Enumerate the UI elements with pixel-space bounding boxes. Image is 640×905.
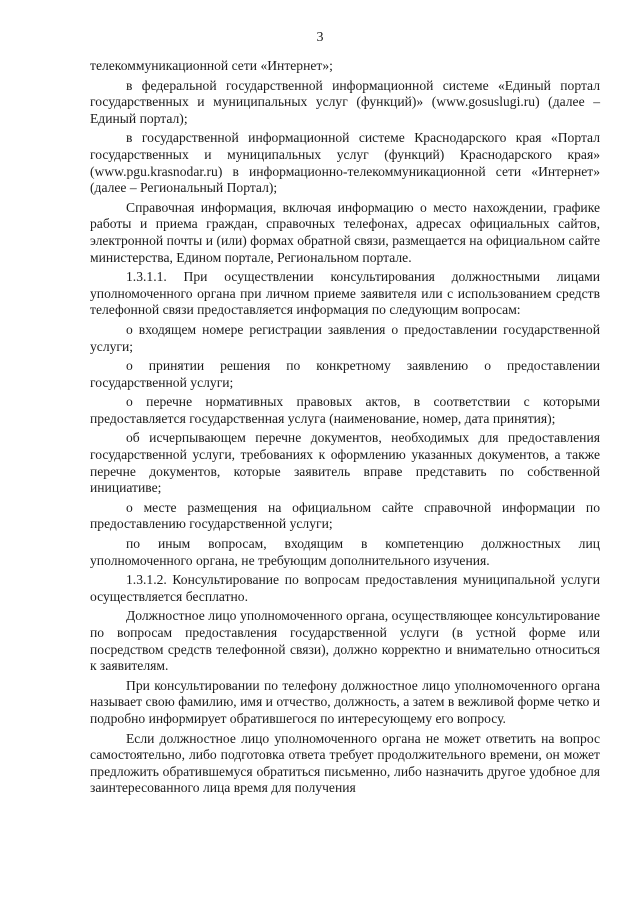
paragraph: При консультировании по телефону должностное лицо уполномоченного органа называет свою фамилию, имя и отчество, должность, а затем в вежливой форме четко и подробно информирует обратившегося по интересующему его вопросу. (90, 677, 600, 726)
paragraph: по иным вопросам, входящим в компетенцию должностных лиц уполномоченного органа, не требующим дополнительного изучения. (90, 536, 600, 568)
paragraph: 1.3.1.1. При осуществлении консультирования должностными лицами уполномоченного органа при личном приеме заявителя или с использованием средств телефонной связи предоставляется информация по следующим вопросам: (90, 269, 600, 318)
paragraph: Справочная информация, включая информацию о место нахождении, графике работы и приема граждан, справочных телефонах, адресах официальных сайтов, электронной почты и (или) формах обратной связи, размещается на официальном сайте министерства, Едином портале, Региональном портале. (90, 199, 600, 265)
paragraph: 1.3.1.2. Консультирование по вопросам предоставления муниципальной услуги осуществляется бесплатно. (90, 572, 600, 604)
paragraph: Должностное лицо уполномоченного органа, осуществляющее консультирование по вопросам предоставления государственной услуги (в устной форме или посредством средств телефонной связи), должно корректно и внимательно относиться к заявителям. (90, 608, 600, 674)
paragraph: о входящем номере регистрации заявления о предоставлении государственной услуги; (90, 321, 600, 354)
paragraph: в федеральной государственной информационной системе «Единый портал государственных и муниципальных услуг (функций)» (www.gosuslugi.ru) (далее – Единый портал); (90, 77, 600, 126)
paragraph: телекоммуникационной сети «Интернет»; (90, 58, 333, 73)
paragraph: в государственной информационной системе Краснодарского края «Портал государственных и муниципальных услуг (функций) Краснодарского края» (www.pgu.krasnodar.ru) в информационно-телекоммуникационной сети «Интернет» (далее – Региональный Портал); (90, 130, 600, 196)
page-number: 3 (316, 30, 324, 45)
paragraph: о принятии решения по конкретному заявлению о предоставлении государственной услуги; (90, 358, 600, 390)
paragraph: о месте размещения на официальном сайте справочной информации по предоставлению государственной услуги; (90, 499, 600, 532)
document-body (90, 58, 600, 800)
paragraph: об исчерпывающем перечне документов, необходимых для предоставления государственной услуги, требованиях к оформлению указанных документов, а также перечне документов, которые заявитель вправе представить по собственной инициативе; (90, 430, 600, 496)
paragraph: о перечне нормативных правовых актов, в соответствии с которыми предоставляется государственная услуга (наименование, номер, дата принятия); (90, 394, 600, 426)
paragraph: Если должностное лицо уполномоченного органа не может ответить на вопрос самостоятельно, либо подготовка ответа требует продолжительного времени, он может предложить обратившемуся обратиться письменно, либо назначить другое удобное для заинтересованного лица время для получения (90, 730, 600, 796)
